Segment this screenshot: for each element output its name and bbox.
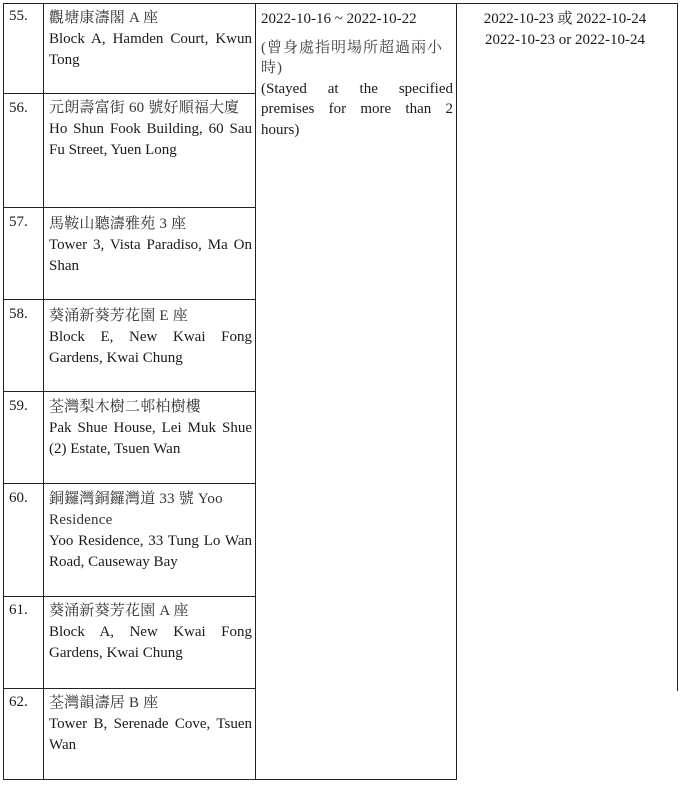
test-date-chinese: 2022-10-23 或 2022-10-24 [483,11,647,27]
row-divider [3,207,256,208]
row-number: 61. [9,602,28,618]
premises-address [49,98,252,161]
address-english: Block A, New Kwai Fong Gardens, Kwai Chung [49,624,252,661]
address-english: Ho Shun Fook Building, 60 Sau Fu Street, Yuen Long [49,121,252,158]
row-divider [3,391,256,392]
row-number: 59. [9,398,28,414]
address-english: Pak Shue House, Lei Muk Shue (2) Estate, Tsuen Wan [49,420,252,457]
address-english: Tower B, Serenade Cove, Tsuen Wan [49,716,252,753]
row-number: 60. [9,490,28,506]
column-divider-dates [456,3,457,780]
address-chinese: 元朗壽富街 60 號好順福大廈 [49,100,240,116]
row-number: 62. [9,694,28,710]
address-chinese: 馬鞍山聽濤雅苑 3 座 [49,216,187,232]
visit-note-english: (Stayed at the specified premises for more than 2 hours) [261,80,453,138]
address-english: Block E, New Kwai Fong Gardens, Kwai Chung [49,329,252,366]
address-english: Block A, Hamden Court, Kwun Tong [49,31,252,68]
visit-date-cell [261,9,453,140]
premises-address [49,397,252,460]
visit-date-range: 2022-10-16 ~ 2022-10-22 [261,11,417,27]
address-chinese: 銅鑼灣銅鑼灣道 33 號 Yoo Residence [49,491,223,528]
row-divider [3,596,256,597]
row-number: 57. [9,214,28,230]
table-border-right [677,3,678,691]
table-bottom-border [3,779,457,780]
premises-address [49,214,252,277]
address-chinese: 觀塘康濤閣 A 座 [49,10,159,26]
table-top-border [3,3,678,4]
row-divider [3,483,256,484]
address-chinese: 荃灣梨木樹二邨柏樹樓 [49,399,202,415]
premises-address [49,8,252,71]
row-divider [3,299,256,300]
row-number: 55. [9,8,28,24]
test-date-english: 2022-10-23 or 2022-10-24 [485,32,645,48]
address-english: Tower 3, Vista Paradiso, Ma On Shan [49,237,252,274]
row-number: 56. [9,100,28,116]
address-english: Yoo Residence, 33 Tung Lo Wan Road, Causeway Bay [49,533,252,570]
address-chinese: 荃灣韻濤居 B 座 [49,695,159,711]
visit-note-chinese: (曾身處指明場所超過兩小時) [261,39,443,76]
premises-address [49,489,252,573]
address-chinese: 葵涌新葵芳花園 E 座 [49,308,188,324]
test-date-cell [460,9,670,51]
premises-address [49,306,252,369]
row-divider [3,688,256,689]
premises-address [49,693,252,756]
premises-address [49,601,252,664]
row-divider [3,93,256,94]
address-chinese: 葵涌新葵芳花園 A 座 [49,603,189,619]
row-number: 58. [9,306,28,322]
